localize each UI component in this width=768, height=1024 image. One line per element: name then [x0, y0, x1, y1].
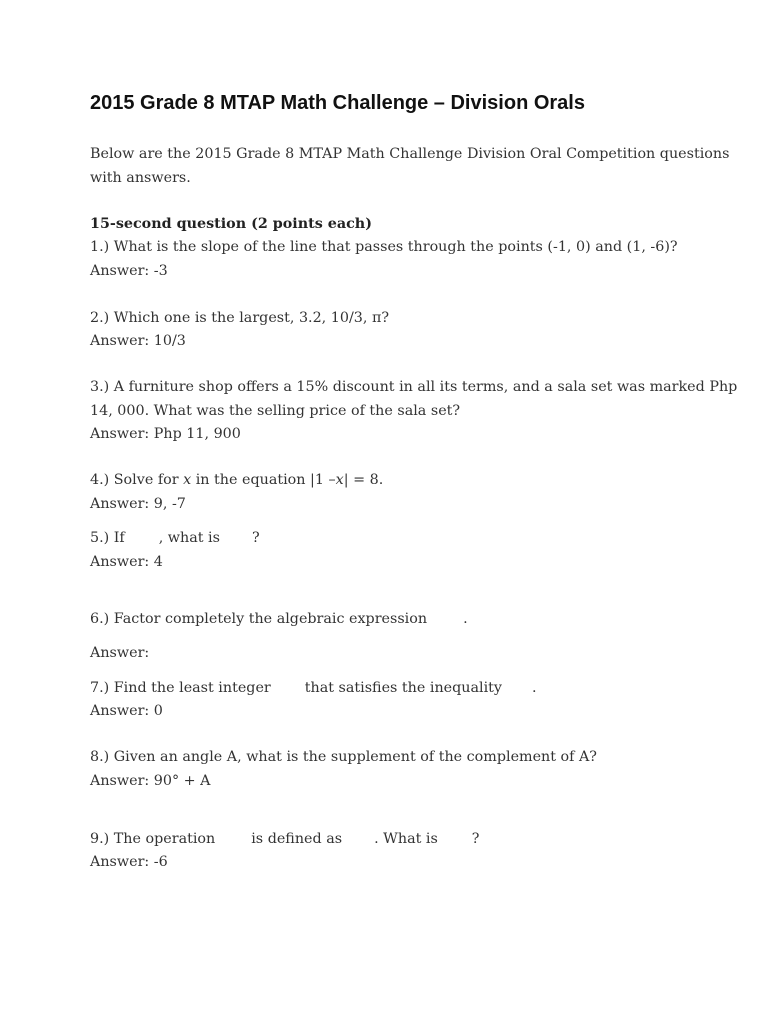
question-4-prefix: 4.) Solve for — [90, 472, 179, 488]
answer-4: Answer: 9, -7 — [90, 496, 186, 512]
answer-2: Answer: 10/3 — [90, 333, 186, 349]
question-6-part-1: 6.) Factor completely the algebraic expression — [90, 611, 428, 627]
answer-8: Answer: 90° + A — [90, 773, 211, 789]
intro-line-1: Below are the 2015 Grade 8 MTAP Math Challenge Division Oral Competition questions — [90, 146, 730, 162]
question-5-part-1: 5.) If — [90, 530, 125, 546]
answer-1: Answer: -3 — [90, 263, 168, 279]
section-heading: 15-second question (2 points each) — [90, 216, 372, 232]
question-5 — [90, 529, 260, 547]
answer-7: Answer: 0 — [90, 703, 163, 719]
question-3-line-2: 14, 000. What was the selling price of the sala set? — [90, 403, 461, 419]
question-4-suffix: | = 8. — [343, 472, 384, 488]
question-6 — [90, 610, 468, 628]
question-9-part-1: 9.) The operation — [90, 831, 216, 847]
question-7-part-3: . — [531, 680, 537, 696]
question-9-part-2: is defined as — [251, 831, 343, 847]
question-9-part-3: . What is — [374, 831, 438, 847]
question-4-variable-2: x — [335, 472, 344, 488]
question-4-variable: x — [183, 472, 192, 488]
question-3-line-1: 3.) A furniture shop offers a 15% discount in all its terms, and a sala set was marked Php — [90, 379, 738, 395]
question-1: 1.) What is the slope of the line that passes through the points (-1, 0) and (1, -6)? — [90, 239, 678, 255]
question-5-part-3: ? — [251, 530, 260, 546]
page-title: 2015 Grade 8 MTAP Math Challenge – Division Orals — [90, 92, 585, 114]
question-7-part-1: 7.) Find the least integer — [90, 680, 271, 696]
question-9 — [90, 830, 479, 848]
question-4-mid: in the equation |1 – — [195, 472, 336, 488]
question-8: 8.) Given an angle A, what is the supplement of the complement of A? — [90, 749, 597, 765]
answer-6: Answer: — [90, 645, 150, 661]
question-7 — [90, 679, 537, 697]
intro-line-2: with answers. — [90, 170, 191, 186]
question-2: 2.) Which one is the largest, 3.2, 10/3, π? — [90, 310, 390, 326]
answer-5: Answer: 4 — [90, 554, 163, 570]
answer-9: Answer: -6 — [90, 854, 168, 870]
question-4 — [90, 471, 383, 489]
answer-3: Answer: Php 11, 900 — [90, 426, 241, 442]
question-9-part-4: ? — [471, 831, 480, 847]
question-6-part-2: . — [463, 611, 468, 627]
question-7-part-2: that satisfies the inequality — [304, 680, 502, 696]
question-5-part-2: , what is — [158, 530, 220, 546]
